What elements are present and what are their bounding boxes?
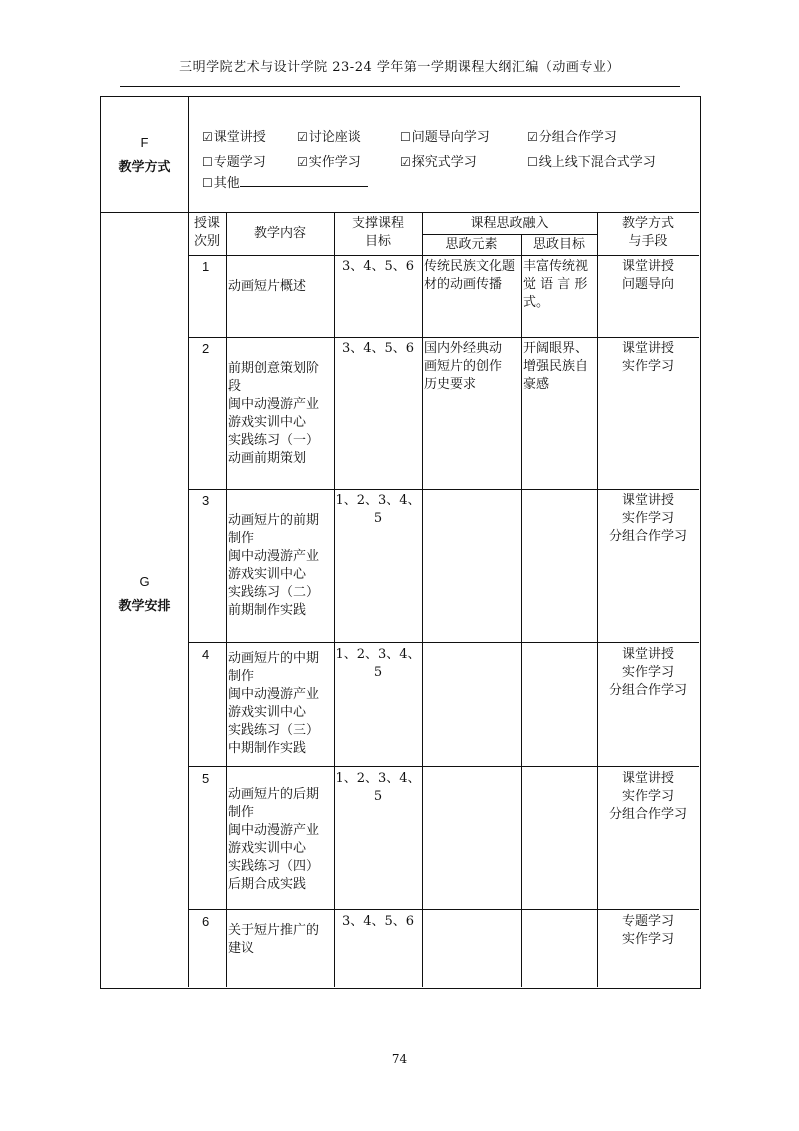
row-divider-3 — [188, 642, 699, 643]
checkbox-checked-icon: ☑ — [297, 155, 308, 169]
row-1-elements: 传统民族文化题 材的动画传播 — [424, 259, 516, 292]
header-elements: 思政元素 — [445, 237, 498, 252]
other-fill-in-line[interactable] — [240, 174, 368, 187]
row-divider-2 — [188, 489, 699, 490]
row-5-methods: 课堂讲授 实作学习 分组合作学习 — [608, 771, 687, 822]
option-label: 实作学习 — [308, 155, 361, 170]
option-discussion[interactable] — [297, 126, 361, 145]
option-other[interactable] — [202, 172, 368, 191]
row-1-methods: 课堂讲授 问题导向 — [621, 259, 674, 292]
row-2-methods: 课堂讲授 实作学习 — [621, 341, 674, 374]
elements-column-divider — [521, 234, 522, 987]
row-6-methods: 专题学习 实作学习 — [621, 914, 674, 947]
row-divider-1 — [188, 337, 699, 338]
option-label: 课堂讲授 — [213, 130, 266, 145]
checkbox-empty-icon: ☐ — [202, 155, 213, 169]
row-2-objectives: 开阔眼界、 增强民族自 豪感 — [523, 341, 589, 392]
section-g-title: 教学安排 — [118, 599, 171, 614]
checkbox-empty-icon: ☐ — [202, 176, 213, 190]
row-3-methods: 课堂讲授 实作学习 分组合作学习 — [608, 493, 687, 544]
goals-column-divider — [422, 212, 423, 987]
content-column-divider — [334, 212, 335, 987]
option-label: 其他 — [213, 176, 240, 191]
row-2-goals: 3、4、5、6 — [341, 341, 415, 356]
row-5-goals: 1、2、3、4、5 — [335, 771, 421, 804]
header-content: 教学内容 — [253, 226, 306, 241]
row-5-content: 动画短片的后期 制作 闽中动漫游产业 游戏实训中心 实践练习（四） 后期合成实践 — [228, 787, 320, 892]
row-divider-f-g — [100, 212, 699, 213]
header-row-divider — [188, 255, 699, 256]
checkbox-checked-icon: ☑ — [527, 130, 538, 144]
section-g-label — [101, 574, 188, 614]
option-label: 讨论座谈 — [308, 130, 361, 145]
row-3-session: 3 — [202, 493, 210, 508]
checkbox-checked-icon: ☑ — [202, 130, 213, 144]
row-divider-4 — [188, 766, 699, 767]
row-4-session: 4 — [202, 647, 210, 662]
objectives-column-divider — [597, 212, 598, 987]
header-goals: 支撑课程 目标 — [351, 216, 404, 249]
option-label: 分组合作学习 — [538, 130, 617, 145]
row-2-elements: 国内外经典动 画短片的创作 历史要求 — [424, 341, 503, 392]
section-g-code: G — [139, 574, 150, 589]
row-divider-5 — [188, 909, 699, 910]
checkbox-checked-icon: ☑ — [400, 155, 411, 169]
row-1-session: 1 — [202, 259, 210, 274]
section-f-label — [101, 135, 188, 175]
option-inquiry[interactable] — [400, 151, 477, 170]
option-label: 探究式学习 — [411, 155, 477, 170]
row-1-objectives: 丰富传统视 觉 语 言 形 式。 — [523, 259, 589, 310]
checkbox-empty-icon: ☐ — [400, 130, 411, 144]
row-2-content: 前期创意策划阶 段 闽中动漫游产业 游戏实训中心 实践练习（一） 动画前期策划 — [228, 361, 320, 466]
section-f-code: F — [140, 135, 149, 150]
option-problem-based[interactable] — [400, 126, 490, 145]
option-practice[interactable] — [297, 151, 361, 170]
row-4-content: 动画短片的中期 制作 闽中动漫游产业 游戏实训中心 实践练习（三） 中期制作实践 — [228, 651, 320, 756]
row-6-goals: 3、4、5、6 — [341, 914, 415, 929]
row-4-goals: 1、2、3、4、5 — [335, 647, 421, 680]
checkbox-empty-icon: ☐ — [527, 155, 538, 169]
option-label: 线上线下混合式学习 — [538, 155, 656, 170]
header-session: 授课 次别 — [193, 216, 220, 249]
header-rule — [120, 86, 680, 87]
page-number: 74 — [391, 1052, 408, 1066]
row-5-session: 5 — [202, 771, 210, 786]
row-4-methods: 课堂讲授 实作学习 分组合作学习 — [608, 647, 687, 698]
row-3-goals: 1、2、3、4、5 — [335, 493, 421, 526]
option-lecture[interactable] — [202, 126, 266, 145]
row-3-content: 动画短片的前期 制作 闽中动漫游产业 游戏实训中心 实践练习（二） 前期制作实践 — [228, 513, 320, 618]
row-1-goals: 3、4、5、6 — [341, 259, 415, 274]
document-header: 三明学院艺术与设计学院 23-24 学年第一学期课程大纲汇编（动画专业） — [179, 60, 620, 75]
checkbox-checked-icon: ☑ — [297, 130, 308, 144]
header-objectives: 思政目标 — [532, 237, 585, 252]
option-label: 问题导向学习 — [411, 130, 490, 145]
row-6-session: 6 — [202, 914, 210, 929]
ideology-subheader-divider — [422, 234, 597, 235]
option-group-cooperation[interactable] — [527, 126, 617, 145]
row-6-content: 关于短片推广的 建议 — [228, 923, 320, 956]
header-ideology: 课程思政融入 — [470, 216, 549, 231]
session-column-divider — [226, 212, 227, 987]
row-2-session: 2 — [202, 341, 210, 356]
header-methods: 教学方式 与手段 — [621, 216, 674, 249]
option-blended[interactable] — [527, 151, 656, 170]
section-f-title: 教学方式 — [118, 160, 171, 175]
row-1-content: 动画短片概述 — [228, 279, 307, 294]
option-label: 专题学习 — [213, 155, 266, 170]
option-topic-study[interactable] — [202, 151, 266, 170]
